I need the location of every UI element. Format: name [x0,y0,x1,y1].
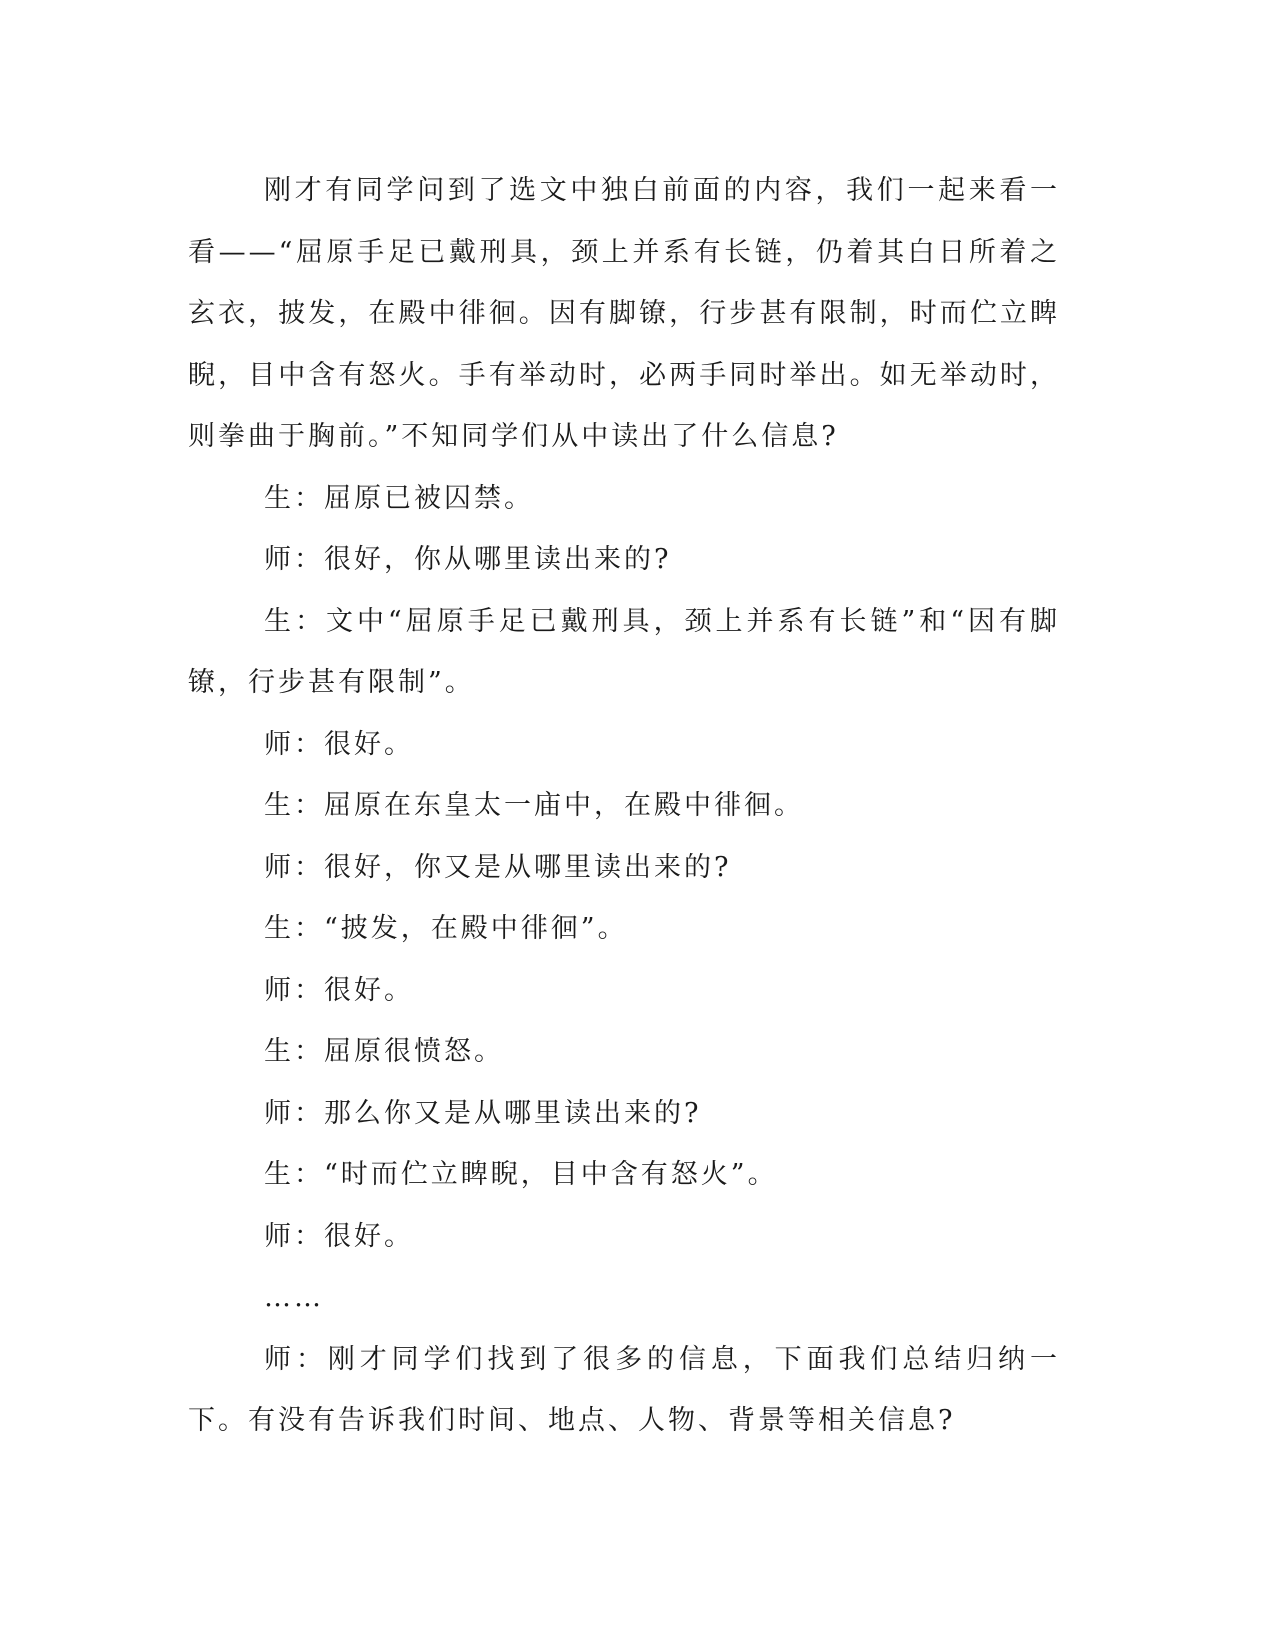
dialogue-line: 师：很好，你又是从哪里读出来的? [264,851,732,883]
ellipsis-line: …… [264,1282,324,1313]
dialogue-line: 生：文中“屈原手足已戴刑具，颈上并系有长链”和“因有脚镣，行步甚有限制”。 [188,605,1060,698]
dialogue-line: 师：刚才同学们找到了很多的信息，下面我们总结归纳一下。有没有告诉我们时间、地点、人物、背景等相关信息? [188,1343,1060,1436]
dialogue-line: 生：屈原很愤怒。 [264,1036,504,1067]
dialogue-line: 师：那么你又是从哪里读出来的? [264,1097,702,1129]
dialogue-line: 师：很好。 [264,974,414,1006]
document-body [188,160,1060,1452]
dialogue-line: 师：很好，你从哪里读出来的? [264,544,672,575]
dialogue-line: 师：很好。 [264,1220,414,1252]
paragraph-intro: 刚才有同学问到了选文中独白前面的内容，我们一起来看一看——“屈原手足已戴刑具，颈上并系有长链，仍着其白日所着之玄衣，披发，在殿中徘徊。因有脚镣，行步甚有限制，时而伫立睥睨，目中含有怒火。手有举动时，必两手同时举出。如无举动时，则拳曲于胸前。”不知同学们从中读出了什么信息? [188,175,1060,452]
dialogue-line: 生：“披发，在殿中徘徊”。 [264,913,628,944]
dialogue-line: 生：“时而伫立睥睨，目中含有怒火”。 [264,1159,778,1190]
dialogue-line: 生：屈原已被囚禁。 [264,482,534,514]
dialogue-line: 师：很好。 [264,728,414,760]
dialogue-line: 生：屈原在东皇太一庙中，在殿中徘徊。 [264,790,804,821]
